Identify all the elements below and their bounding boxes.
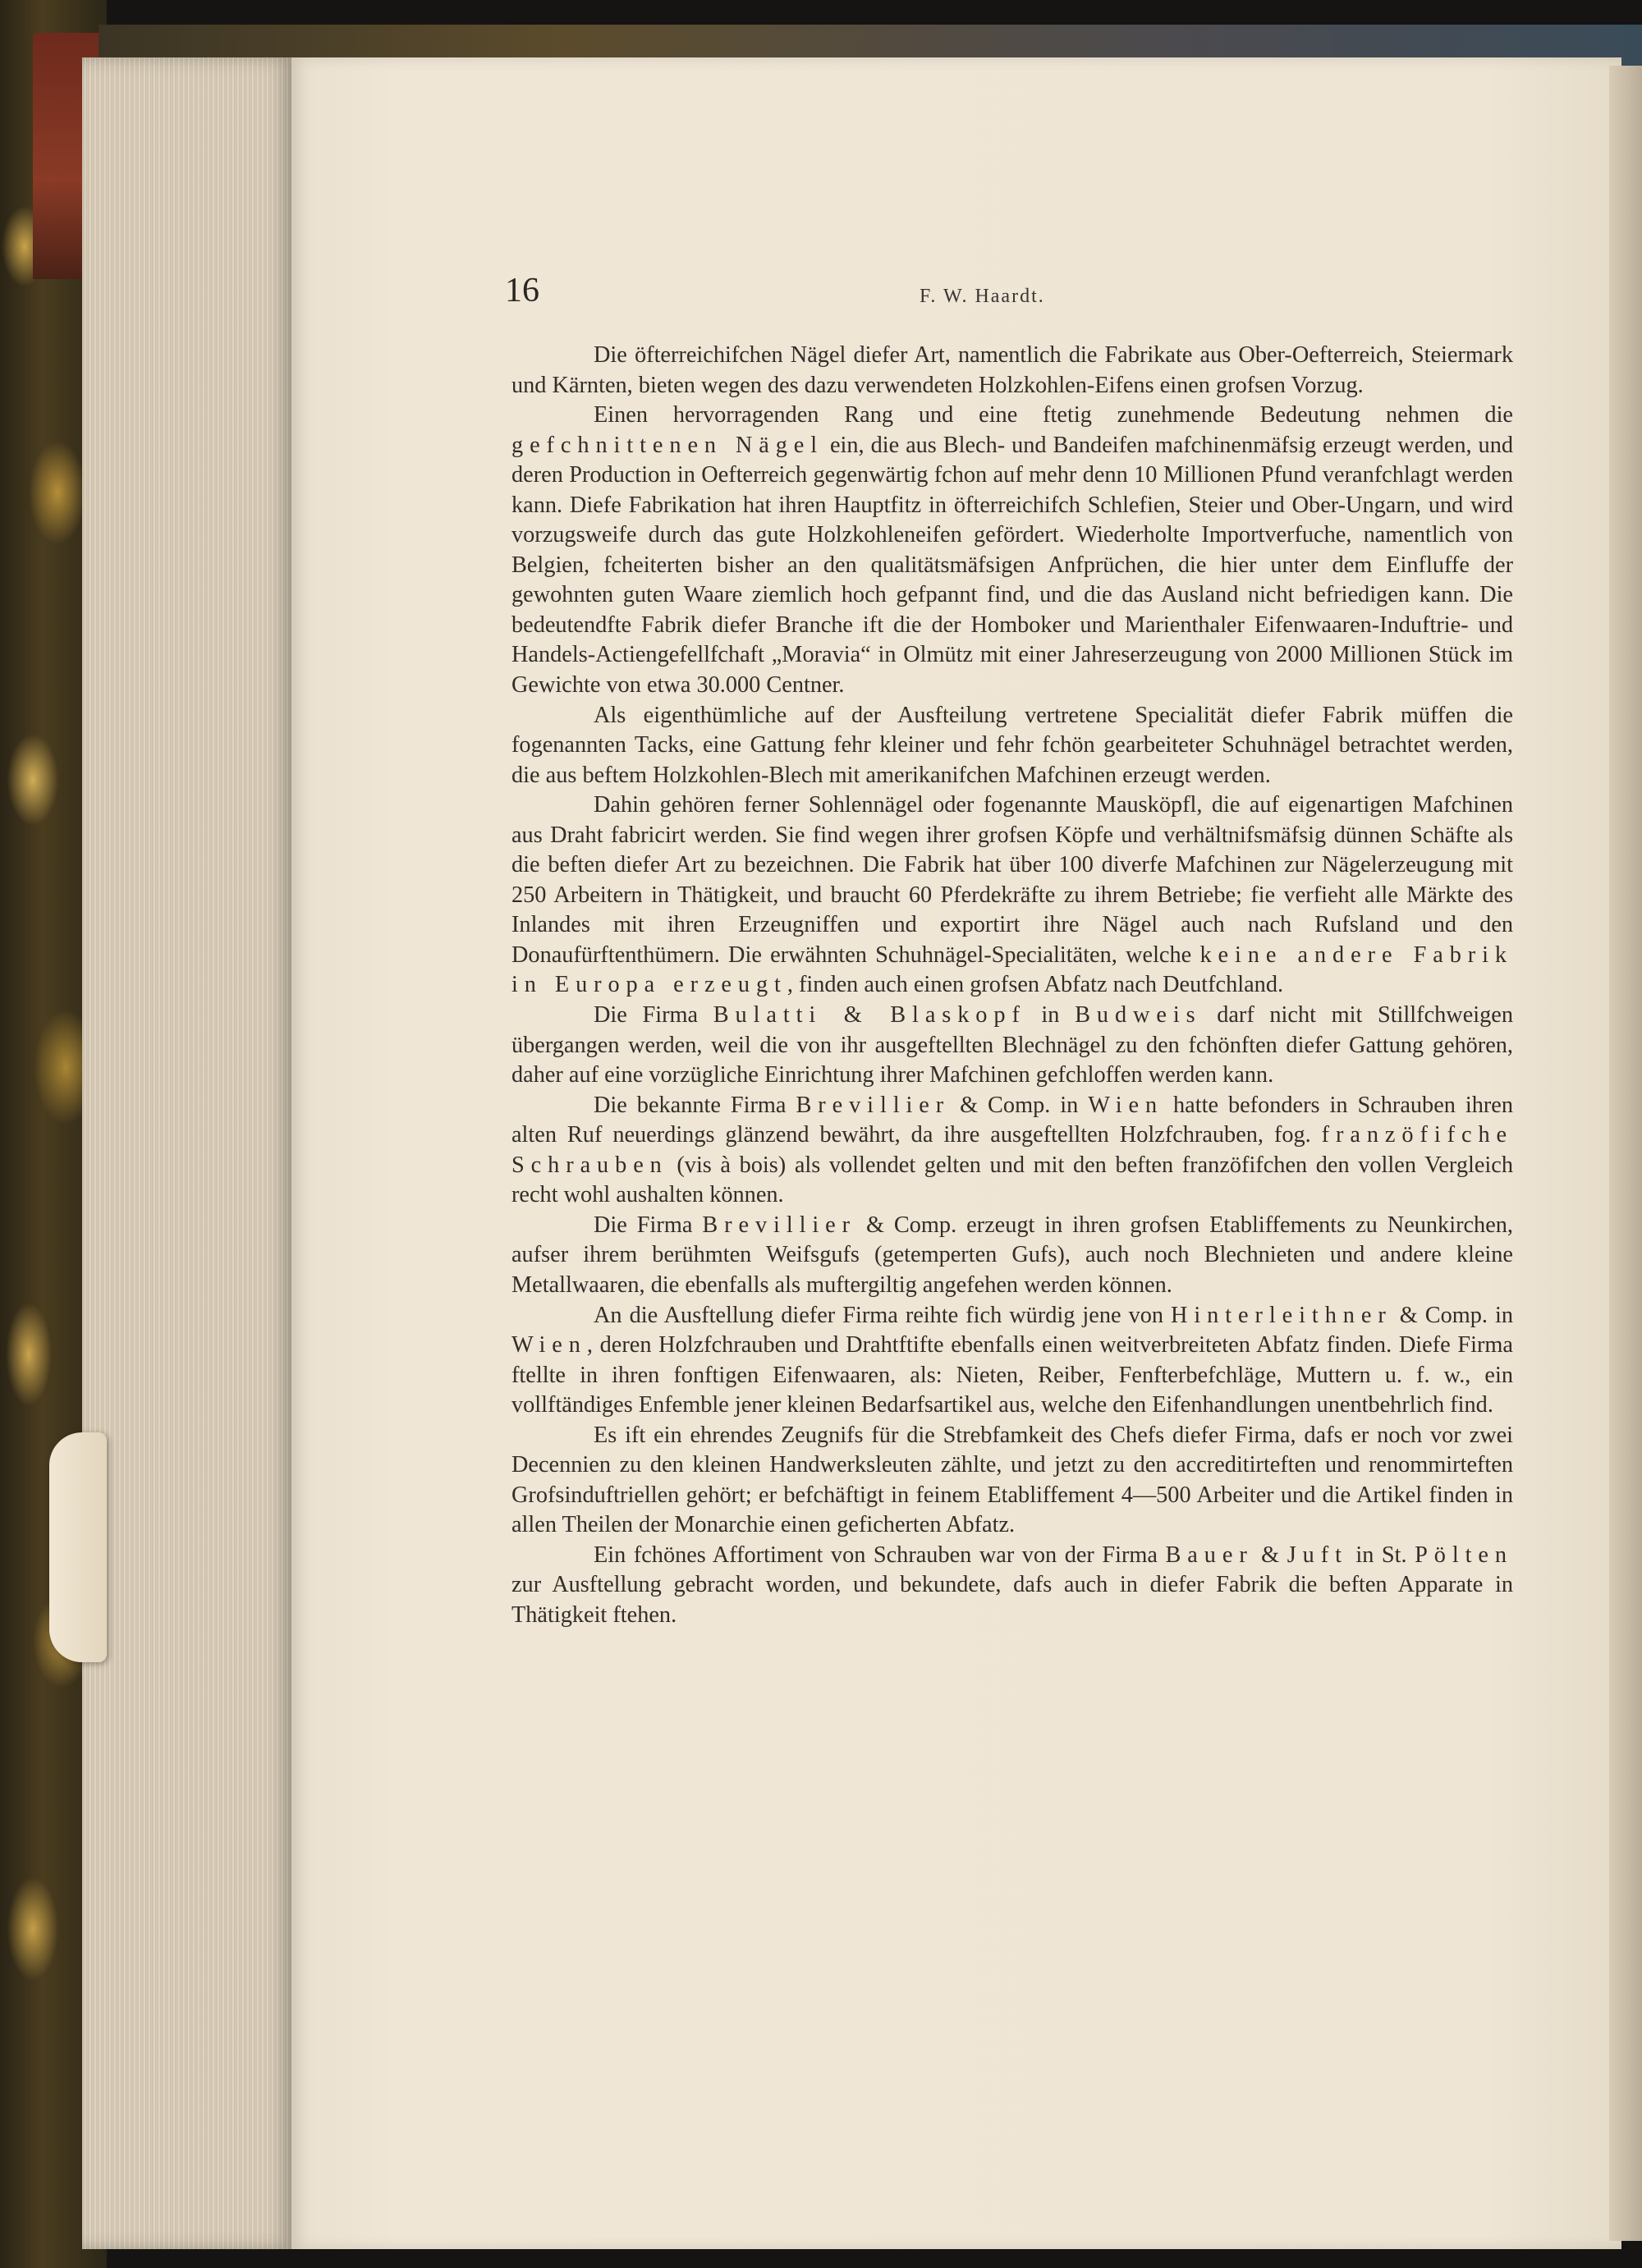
running-head: F. W. Haardt. — [920, 286, 1045, 307]
text-run: & Comp. in — [1392, 1302, 1513, 1328]
page-curl — [49, 1432, 107, 1662]
text-run: zur Ausftellung gebracht worden, und bekundete, dafs auch in diefer Fabrik die beften Apparate in Thätigkeit ftehen. — [511, 1572, 1513, 1628]
text-run: , finden auch einen grofsen Abfatz nach Deutfchland. — [787, 972, 1284, 998]
text-run: Die öfterreichifchen Nägel diefer Art, namentlich die Fabrikate aus Ober-Oefterreich, Steiermark und Kärnten, bieten wegen des dazu verwendeten Holzkohlen-Eifens einen grofsen Vorzug. — [511, 342, 1513, 398]
paragraph-7 — [511, 1211, 1513, 1301]
paragraph-5 — [511, 1001, 1513, 1091]
paragraph-1 — [511, 341, 1513, 401]
spaced-emphasis: Wien — [511, 1332, 587, 1359]
text-run: Dahin gehören ferner Sohlennägel oder fogenannte Mausköpfl, die auf eigenartigen Mafchinen aus Draht fabricirt werden. Sie find wegen ihrer grofsen Köpfe und verhältnifsmäfsig dünnen Schäfte als die beften diefer Art zu bezeichnen. Die Fabrik hat über 100 diverfe Mafchinen zur Nägelerzeugung mit 250 Arbeitern in Thätigkeit, und braucht 60 Pferdekräfte zu ihrem Betriebe; fie verfieht alle Märkte des Inlandes mit ihren Erzeugniffen und exportirt ihre Nägel auch nach Rufsland und den Donaufürftenthümern. Die erwähnten Schuhnägel-Specialitäten, welche — [511, 792, 1513, 968]
text-run: & — [1253, 1542, 1287, 1568]
text-run: Ein fchönes Affortiment von Schrauben war von der Firma — [594, 1542, 1166, 1568]
spaced-emphasis: Budweis — [1075, 1002, 1202, 1029]
text-run: An die Ausftellung diefer Firma reihte fich würdig jene von — [594, 1302, 1172, 1328]
text-run: in — [1025, 1002, 1076, 1029]
text-run: Einen hervorragenden Rang und eine ftetig zunehmende Bedeutung nehmen die — [594, 402, 1513, 428]
paragraph-10 — [511, 1541, 1513, 1631]
page-number: 16 — [505, 272, 539, 309]
spaced-emphasis: Bauer — [1165, 1542, 1254, 1568]
paragraph-4 — [511, 790, 1513, 1001]
page-edges-stack — [82, 57, 291, 2249]
paragraph-6 — [511, 1091, 1513, 1211]
body-text — [511, 341, 1513, 1631]
text-run: Es ift ein ehrendes Zeugnifs für die Strebfamkeit des Chefs diefer Firma, dafs er noch vor zwei Decennien zu den kleinen Handwerksleuten zählte, und jetzt zu den accreditirteften und renommirteften Grofsinduftriellen gehört; er befchäftigt in feinem Etabliffement 4—500 Arbeiter und die Artikel finden in allen Theilen der Monarchie einen geficherten Abfatz. — [511, 1422, 1513, 1538]
spaced-emphasis: keine andere Fabrik in Europa erzeugt — [511, 942, 1514, 998]
spaced-emphasis: Pölten — [1415, 1542, 1513, 1568]
text-run: & Comp. in — [950, 1092, 1089, 1118]
spaced-emphasis: Hinterleithner — [1171, 1302, 1392, 1328]
text-run: Als eigenthümliche auf der Ausfteilung vertretene Specialität diefer Fabrik müffen die fogenannten Tacks, eine Gattung fehr kleiner und fehr fchön gearbeiteter Schuhnägel betrachtet werden, die aus beftem Holzkohlen-Blech mit amerikanifchen Mafchinen erzeugt werden. — [511, 702, 1513, 788]
right-page-edge — [1609, 66, 1642, 2241]
text-run: (vis à bois) als vollendet gelten und mit den beften franzöfifchen den vollen Vergleich recht wohl aushalten können. — [511, 1152, 1513, 1208]
paragraph-9 — [511, 1421, 1513, 1541]
spaced-emphasis: gefchnittenen Nägel — [511, 432, 824, 458]
paragraph-3 — [511, 701, 1513, 791]
spaced-emphasis: Bulatti & Blaskopf — [713, 1002, 1026, 1029]
spaced-emphasis: Juft — [1287, 1542, 1348, 1568]
spaced-emphasis: franzöfifche Schrauben — [511, 1122, 1513, 1178]
text-run: & Comp. erzeugt in ihren grofsen Etabliffements zu Neunkirchen, aufser ihrem berühmten Weifsgufs (getemperten Gufs), auch noch Blechnieten und andere kleine Metallwaaren, die ebenfalls als muftergiltig angefehen werden können. — [511, 1212, 1513, 1298]
paragraph-2 — [511, 401, 1513, 700]
text-run: ein, die aus Blech- und Bandeifen mafchinenmäfsig erzeugt werden, und deren Production in Oefterreich gegenwärtig fchon auf mehr denn 10 Millionen Pfund veranfchlagt werden kann. Diefe Fabrikation hat ihren Hauptfitz in öfterreichifch Schlefien, Steier und Ober-Ungarn, und wird vorzugsweife durch das gute Holzkohleneifen gefördert. Wiederholte Importverfuche, namentlich von Belgien, fcheiterten bisher an den qualitätsmäfsigen Anfprüchen, die hier unter dem Einfluffe der gewohnten guten Waare ziemlich hoch gefpannt find, und die das Ausland nicht befriedigen kann. Die bedeutendfte Fabrik diefer Branche ift die der Homboker und Marienthaler Eifenwaaren-Induftrie- und Handels-Actiengefellfchaft „Moravia“ in Olmütz mit einer Jahreserzeugung von 2000 Millionen Stück im Gewichte von etwa 30.000 Centner. — [511, 432, 1513, 699]
text-run: , deren Holzfchrauben und Drahtftifte ebenfalls einen weitverbreiteten Abfatz finden. Diefe Firma ftellte in ihren fonftigen Eifenwaaren, als: Nieten, Reiber, Fenfterbefchläge, Muttern u. f. w., ein vollftändiges Enfemble jener kleinen Bedarfsartikel aus, welche den Eifenhandlungen unentbehrlich find. — [511, 1332, 1513, 1418]
spaced-emphasis: Wien — [1088, 1092, 1164, 1118]
spaced-emphasis: Brevillier — [796, 1092, 951, 1118]
text-run: Die bekannte Firma — [594, 1092, 796, 1118]
text-run: in St. — [1347, 1542, 1415, 1568]
text-run: darf nicht mit Stillfchweigen übergangen werden, weil die von ihr ausgeftellten Blechnägel zu den fchönften diefer Gattung gehören, daher auf eine vorzügliche Einrichtung ihrer Mafchinen gefchloffen werden kann. — [511, 1002, 1513, 1088]
text-run: Die Firma — [594, 1212, 703, 1238]
paragraph-8 — [511, 1301, 1513, 1421]
text-run: Die Firma — [594, 1002, 713, 1029]
text-run: hatte befonders in Schrauben ihren alten Ruf neuerdings glänzend bewährt, da ihre ausgeftellten Holzfchrauben, fog. — [511, 1092, 1513, 1148]
spaced-emphasis: Brevillier — [702, 1212, 857, 1238]
